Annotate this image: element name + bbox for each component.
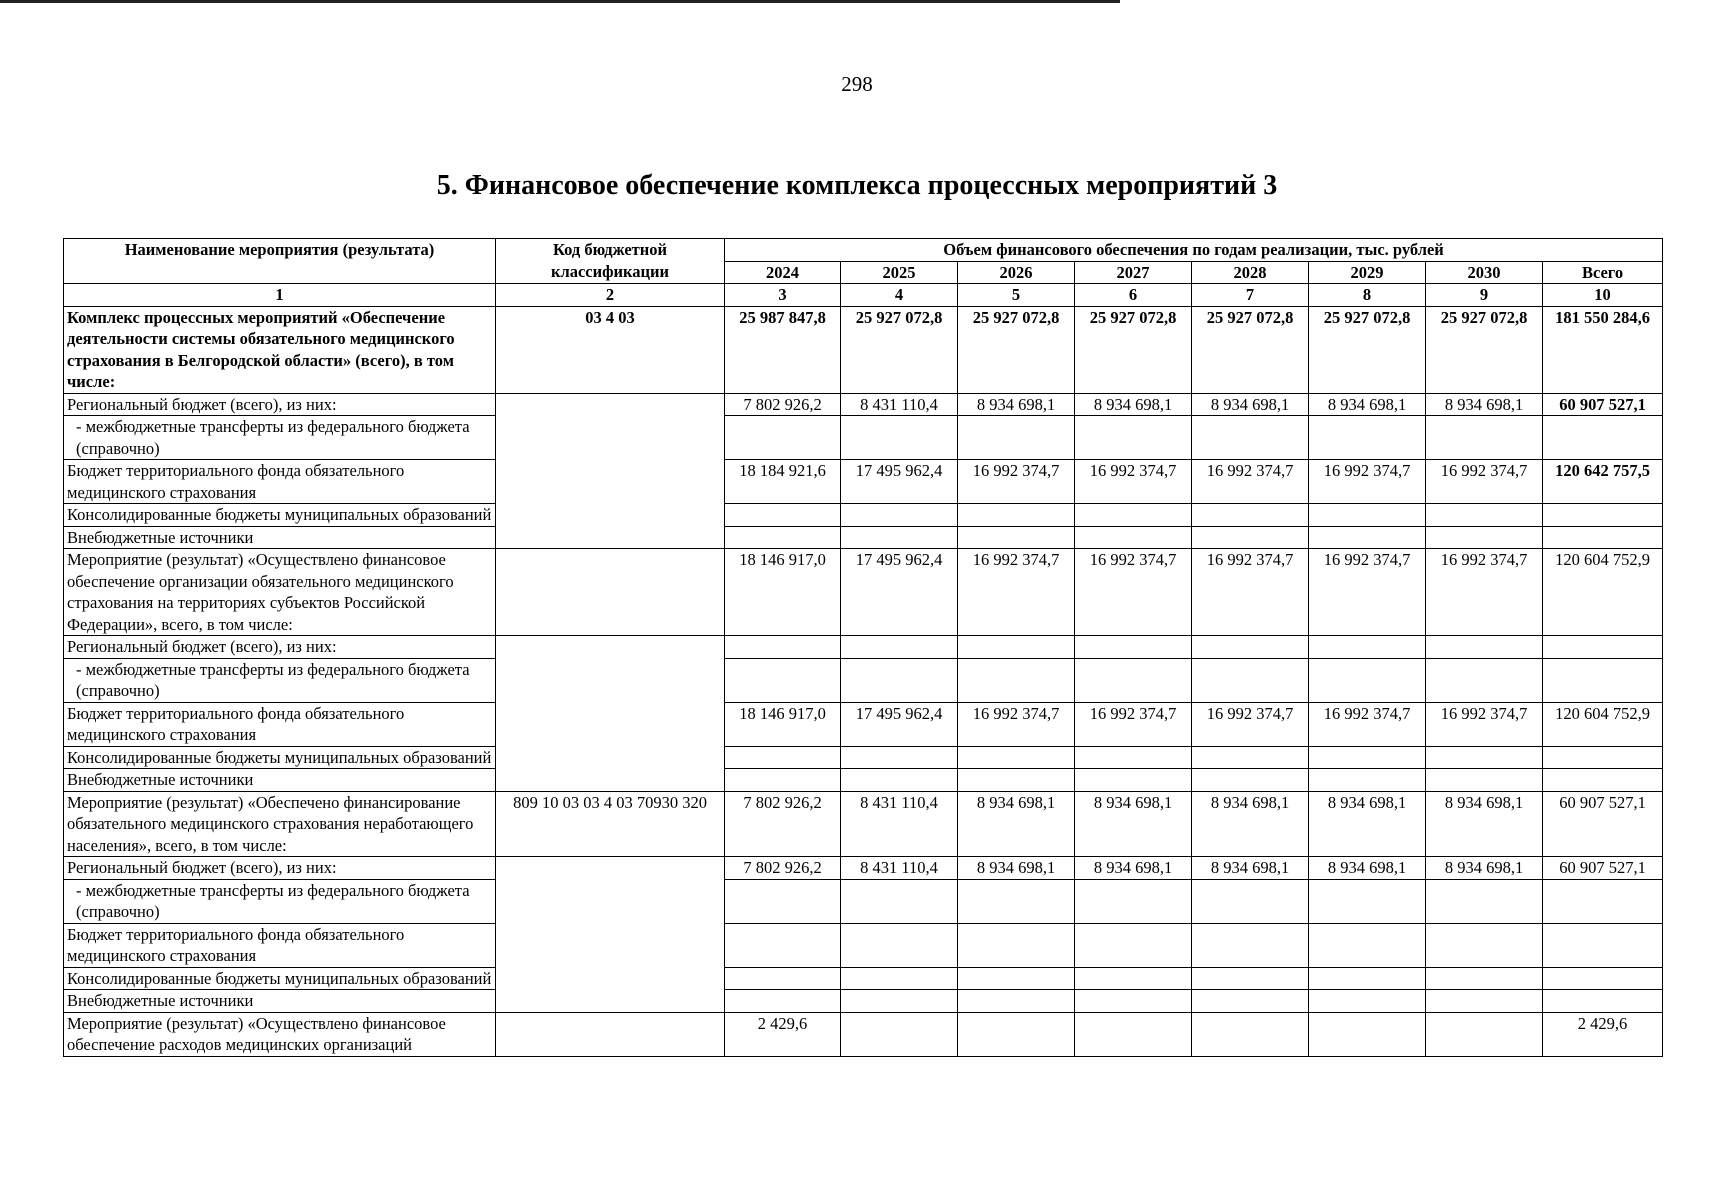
row-value (1426, 416, 1543, 460)
table-body (64, 306, 1663, 1056)
row-value (1309, 1012, 1426, 1056)
row-value (1426, 879, 1543, 923)
row-value (1426, 923, 1543, 967)
row-value: 18 184 921,6 (725, 460, 841, 504)
header-name: Наименование мероприятия (результата) (64, 239, 496, 284)
column-number: 9 (1426, 284, 1543, 307)
row-total (1543, 769, 1663, 792)
header-year: 2029 (1309, 261, 1426, 284)
row-value: 8 431 110,4 (841, 857, 958, 880)
row-name: Консолидированные бюджеты муниципальных образований (64, 746, 496, 769)
row-name: Мероприятие (результат) «Осуществлено финансовое обеспечение организации обязательного медицинского страхования на территориях субъектов Российской Федерации», всего, в том числе: (64, 549, 496, 636)
row-value: 25 987 847,8 (725, 306, 841, 393)
row-value: 16 992 374,7 (1075, 702, 1192, 746)
row-value (725, 923, 841, 967)
row-value (1075, 504, 1192, 527)
row-value: 8 934 698,1 (1309, 857, 1426, 880)
row-value (1075, 636, 1192, 659)
row-total: 120 642 757,5 (1543, 460, 1663, 504)
row-value (1075, 416, 1192, 460)
row-value (1192, 746, 1309, 769)
row-value: 8 934 698,1 (1192, 791, 1309, 857)
table-row (64, 990, 1663, 1013)
row-name: Региональный бюджет (всего), из них: (64, 636, 496, 659)
row-total (1543, 636, 1663, 659)
row-value (1426, 504, 1543, 527)
row-value: 8 934 698,1 (958, 857, 1075, 880)
row-value (841, 967, 958, 990)
row-value (841, 879, 958, 923)
row-total (1543, 746, 1663, 769)
row-name: Бюджет территориального фонда обязательного медицинского страхования (64, 702, 496, 746)
row-value: 25 927 072,8 (958, 306, 1075, 393)
row-value (1309, 990, 1426, 1013)
row-value: 16 992 374,7 (958, 549, 1075, 636)
row-value (958, 416, 1075, 460)
row-total: 120 604 752,9 (1543, 702, 1663, 746)
row-name: Бюджет территориального фонда обязательного медицинского страхования (64, 923, 496, 967)
row-name: Мероприятие (результат) «Обеспечено финансирование обязательного медицинского страхования неработающего населения», всего, в том числе: (64, 791, 496, 857)
row-value: 25 927 072,8 (1309, 306, 1426, 393)
table-row (64, 791, 1663, 857)
row-value (958, 636, 1075, 659)
row-name: Региональный бюджет (всего), из них: (64, 857, 496, 880)
table-row (64, 746, 1663, 769)
row-value (841, 504, 958, 527)
row-total: 60 907 527,1 (1543, 393, 1663, 416)
row-value (1192, 1012, 1309, 1056)
financing-table (63, 238, 1663, 1057)
row-code: 03 4 03 (496, 306, 725, 393)
row-value (1075, 990, 1192, 1013)
row-name: Внебюджетные источники (64, 769, 496, 792)
row-value: 8 934 698,1 (1426, 791, 1543, 857)
row-value (841, 636, 958, 659)
row-value (1075, 769, 1192, 792)
row-value (1309, 769, 1426, 792)
row-value (958, 990, 1075, 1013)
row-name: Внебюджетные источники (64, 990, 496, 1013)
row-value (1192, 658, 1309, 702)
column-number: 8 (1309, 284, 1426, 307)
row-total: 60 907 527,1 (1543, 857, 1663, 880)
row-value (1309, 967, 1426, 990)
row-value (958, 746, 1075, 769)
header-year: 2026 (958, 261, 1075, 284)
row-value (1309, 416, 1426, 460)
row-value (725, 636, 841, 659)
row-value (958, 769, 1075, 792)
row-total (1543, 990, 1663, 1013)
row-total (1543, 879, 1663, 923)
row-name: Бюджет территориального фонда обязательного медицинского страхования (64, 460, 496, 504)
table-row (64, 416, 1663, 460)
row-value: 8 934 698,1 (1426, 857, 1543, 880)
row-value: 25 927 072,8 (1075, 306, 1192, 393)
row-value: 18 146 917,0 (725, 702, 841, 746)
row-code (496, 1012, 725, 1056)
row-value (1192, 636, 1309, 659)
table-row (64, 636, 1663, 659)
row-value: 8 934 698,1 (1075, 393, 1192, 416)
table-row (64, 526, 1663, 549)
row-value (1309, 923, 1426, 967)
header-year: 2027 (1075, 261, 1192, 284)
row-name: - межбюджетные трансферты из федерального бюджета (справочно) (64, 416, 496, 460)
table-row (64, 702, 1663, 746)
row-value: 7 802 926,2 (725, 393, 841, 416)
row-value (1192, 504, 1309, 527)
row-name: Региональный бюджет (всего), из них: (64, 393, 496, 416)
header-volume: Объем финансового обеспечения по годам реализации, тыс. рублей (725, 239, 1663, 262)
row-value (725, 526, 841, 549)
row-value (1192, 990, 1309, 1013)
row-total (1543, 923, 1663, 967)
row-value (1192, 769, 1309, 792)
row-value: 16 992 374,7 (1075, 460, 1192, 504)
row-name: Консолидированные бюджеты муниципальных образований (64, 504, 496, 527)
row-name: - межбюджетные трансферты из федерального бюджета (справочно) (64, 658, 496, 702)
row-value: 7 802 926,2 (725, 791, 841, 857)
row-value: 16 992 374,7 (1309, 702, 1426, 746)
row-code: 809 10 03 03 4 03 70930 320 (496, 791, 725, 857)
header-year: 2028 (1192, 261, 1309, 284)
row-value: 7 802 926,2 (725, 857, 841, 880)
row-value (841, 769, 958, 792)
row-value: 8 934 698,1 (1075, 857, 1192, 880)
row-value (841, 923, 958, 967)
row-value: 25 927 072,8 (841, 306, 958, 393)
row-value (1192, 923, 1309, 967)
row-name: - межбюджетные трансферты из федерального бюджета (справочно) (64, 879, 496, 923)
row-total: 2 429,6 (1543, 1012, 1663, 1056)
row-value (725, 504, 841, 527)
row-value (1309, 879, 1426, 923)
column-number: 5 (958, 284, 1075, 307)
table-row (64, 306, 1663, 393)
row-value (841, 990, 958, 1013)
column-number: 2 (496, 284, 725, 307)
row-value (841, 1012, 958, 1056)
row-value: 16 992 374,7 (1192, 549, 1309, 636)
row-value: 16 992 374,7 (1309, 460, 1426, 504)
row-value: 16 992 374,7 (1192, 460, 1309, 504)
column-number: 1 (64, 284, 496, 307)
row-value (958, 658, 1075, 702)
row-value (958, 504, 1075, 527)
row-value: 8 934 698,1 (958, 393, 1075, 416)
row-value: 16 992 374,7 (1426, 549, 1543, 636)
row-value: 16 992 374,7 (1426, 460, 1543, 504)
row-value (725, 990, 841, 1013)
table-row (64, 658, 1663, 702)
column-number: 3 (725, 284, 841, 307)
page-number: 298 (841, 72, 873, 96)
row-value (1426, 658, 1543, 702)
row-value: 16 992 374,7 (1309, 549, 1426, 636)
row-value (841, 658, 958, 702)
row-value (1192, 879, 1309, 923)
row-value (1075, 658, 1192, 702)
table-row (64, 769, 1663, 792)
row-value: 8 934 698,1 (1309, 393, 1426, 416)
row-value (958, 967, 1075, 990)
column-number: 6 (1075, 284, 1192, 307)
row-value (1309, 526, 1426, 549)
row-name: Консолидированные бюджеты муниципальных образований (64, 967, 496, 990)
row-value (1309, 658, 1426, 702)
row-total (1543, 526, 1663, 549)
row-value: 16 992 374,7 (958, 702, 1075, 746)
row-total (1543, 504, 1663, 527)
row-value: 2 429,6 (725, 1012, 841, 1056)
row-value (958, 879, 1075, 923)
row-value (1075, 923, 1192, 967)
row-code (496, 857, 725, 1013)
row-value (725, 658, 841, 702)
row-name: Внебюджетные источники (64, 526, 496, 549)
row-value (1075, 879, 1192, 923)
row-value: 8 431 110,4 (841, 393, 958, 416)
row-value (725, 967, 841, 990)
row-total: 181 550 284,6 (1543, 306, 1663, 393)
row-value: 8 934 698,1 (1309, 791, 1426, 857)
row-value (1426, 990, 1543, 1013)
row-total: 60 907 527,1 (1543, 791, 1663, 857)
row-value: 16 992 374,7 (1075, 549, 1192, 636)
row-value: 8 431 110,4 (841, 791, 958, 857)
row-value (1426, 746, 1543, 769)
row-value (958, 1012, 1075, 1056)
row-value (1309, 746, 1426, 769)
row-value (1426, 636, 1543, 659)
row-value: 8 934 698,1 (958, 791, 1075, 857)
table-row (64, 460, 1663, 504)
page-title: 5. Финансовое обеспечение комплекса процессных мероприятий 3 (436, 170, 1278, 201)
column-number: 7 (1192, 284, 1309, 307)
row-value (725, 746, 841, 769)
row-value (958, 526, 1075, 549)
row-value (1426, 1012, 1543, 1056)
row-value (1309, 636, 1426, 659)
table-row (64, 857, 1663, 880)
table-row (64, 393, 1663, 416)
row-value (1192, 416, 1309, 460)
row-name: Комплекс процессных мероприятий «Обеспечение деятельности системы обязательного медицинского страхования в Белгородской области» (всего), в том числе: (64, 306, 496, 393)
row-total (1543, 658, 1663, 702)
header-total: Всего (1543, 261, 1663, 284)
row-value: 17 495 962,4 (841, 460, 958, 504)
column-number: 4 (841, 284, 958, 307)
column-number: 10 (1543, 284, 1663, 307)
row-value: 25 927 072,8 (1426, 306, 1543, 393)
table-row (64, 923, 1663, 967)
row-value: 25 927 072,8 (1192, 306, 1309, 393)
row-value (1075, 746, 1192, 769)
row-value (1192, 967, 1309, 990)
row-value: 8 934 698,1 (1192, 857, 1309, 880)
row-value (725, 416, 841, 460)
row-value (1075, 1012, 1192, 1056)
row-value: 8 934 698,1 (1075, 791, 1192, 857)
row-total (1543, 416, 1663, 460)
row-value: 16 992 374,7 (958, 460, 1075, 504)
row-code (496, 636, 725, 792)
header-code: Код бюджетной классификации (496, 239, 725, 284)
row-value: 8 934 698,1 (1192, 393, 1309, 416)
row-total (1543, 967, 1663, 990)
table-row (64, 549, 1663, 636)
row-value (841, 526, 958, 549)
row-value (841, 746, 958, 769)
row-value (725, 769, 841, 792)
row-value (1426, 967, 1543, 990)
row-value (1309, 504, 1426, 527)
table-row (64, 1012, 1663, 1056)
header-year: 2025 (841, 261, 958, 284)
row-value (958, 923, 1075, 967)
table-row (64, 504, 1663, 527)
table-row (64, 879, 1663, 923)
row-value (841, 416, 958, 460)
row-value (725, 879, 841, 923)
row-value: 8 934 698,1 (1426, 393, 1543, 416)
top-rule (0, 0, 1120, 3)
row-value: 18 146 917,0 (725, 549, 841, 636)
row-value: 16 992 374,7 (1426, 702, 1543, 746)
row-value (1075, 967, 1192, 990)
row-code (496, 549, 725, 636)
row-total: 120 604 752,9 (1543, 549, 1663, 636)
row-value (1426, 769, 1543, 792)
row-value: 17 495 962,4 (841, 549, 958, 636)
row-value: 17 495 962,4 (841, 702, 958, 746)
row-code (496, 393, 725, 549)
row-value (1192, 526, 1309, 549)
table-row (64, 967, 1663, 990)
row-value (1426, 526, 1543, 549)
row-value: 16 992 374,7 (1192, 702, 1309, 746)
header-year: 2024 (725, 261, 841, 284)
row-name: Мероприятие (результат) «Осуществлено финансовое обеспечение расходов медицинских организаций (64, 1012, 496, 1056)
row-value (1075, 526, 1192, 549)
header-year: 2030 (1426, 261, 1543, 284)
